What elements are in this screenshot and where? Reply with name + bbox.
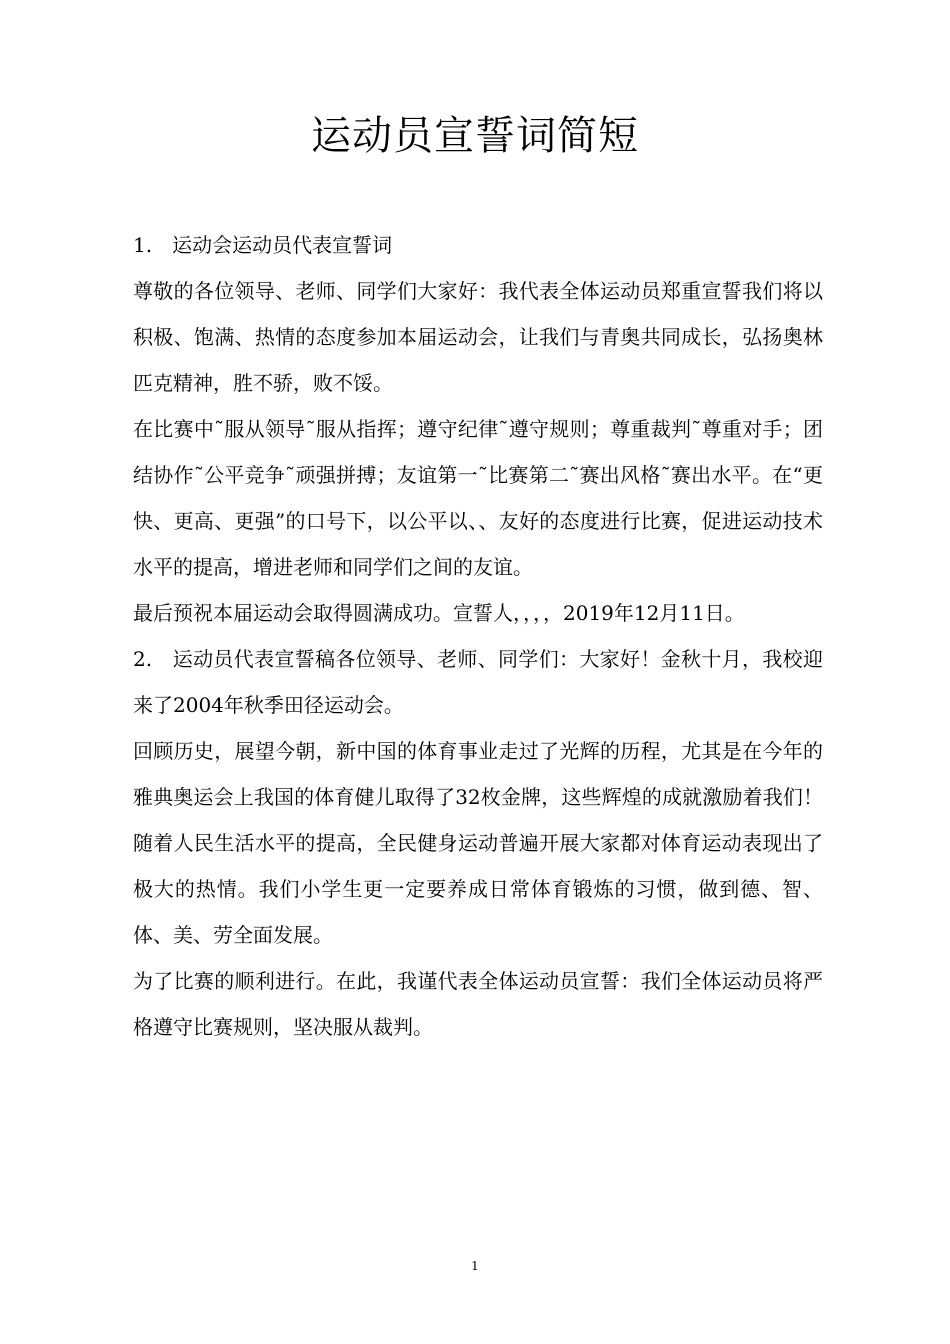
paragraph: 回顾历史，展望今朝，新中国的体育事业走过了光辉的历程，尤其是在今年的雅典奥运会上我国的体育健儿取得了32枚金牌，这些辉煌的成就激励着我们！随着人民生活水平的提高，全民健身运动普遍开展大家都对体育运动表现出了极大的热情。我们小学生更一定要养成日常体育锻炼的习惯，做到德、智、体、美、劳全面发展。 [133,739,823,947]
page-number: 1 [471,1259,479,1273]
paragraph: 在比赛中˜服从领导˜服从指挥；遵守纪律˜遵守规则；尊重裁判˜尊重对手；团结协作˜公平竞争˜顽强拼搏；友谊第一˜比赛第二˜赛出风格˜赛出水平。在“更快、更高、更强”的口号下，以公平以、、友好的态度进行比赛，促进运动技术水平的提高，增进老师和同学们之间的友谊。 [133,417,823,579]
document-body [133,222,823,1050]
paragraph: 为了比赛的顺利进行。在此，我谨代表全体运动员宣誓：我们全体运动员将严格遵守比赛规则，坚决服从裁判。 [133,969,823,1039]
paragraph: 最后预祝本届运动会取得圆满成功。宣誓人，，，，2019年12月11日。 [133,601,745,625]
paragraph: 尊敬的各位领导、老师、同学们大家好：我代表全体运动员郑重宣誓我们将以积极、饱满、热情的态度参加本届运动会，让我们与青奥共同成长，弘扬奥林匹克精神，胜不骄，败不馁。 [133,279,823,395]
paragraph-heading-1: 1. 运动会运动员代表宣誓词 [133,233,393,257]
document-title: 运动员宣誓词简短 [311,113,639,159]
paragraph-heading-2: 2. 运动员代表宣誓稿各位领导、老师、同学们：大家好！金秋十月，我校迎来了2004年秋季田径运动会。 [133,647,823,717]
